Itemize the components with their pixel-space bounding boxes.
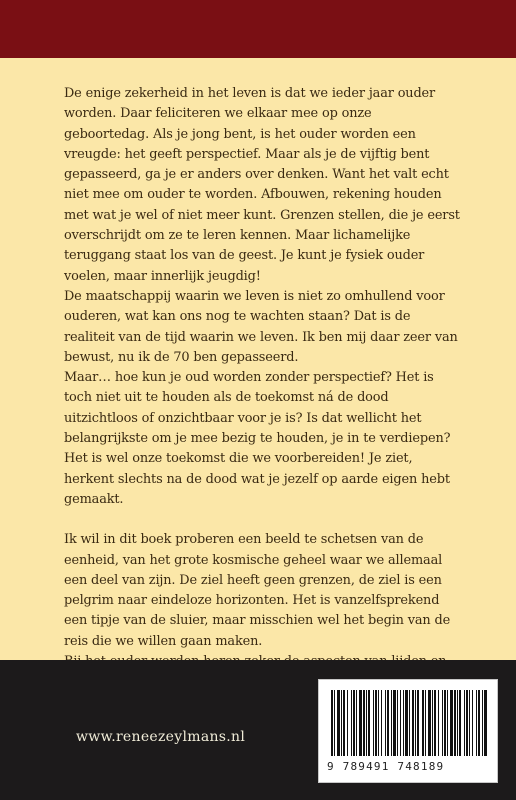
barcode-bar — [405, 690, 408, 756]
barcode-bar — [356, 690, 357, 756]
barcode-bar — [415, 690, 416, 756]
barcode-bar — [434, 690, 436, 756]
barcode-bar — [366, 690, 367, 756]
barcode-bar — [454, 690, 456, 756]
barcode-bar — [425, 690, 426, 756]
barcode-bar — [373, 690, 374, 756]
barcode-bar — [409, 690, 410, 756]
barcode-bar — [359, 690, 362, 756]
barcode-bar — [403, 690, 404, 756]
barcode-bar — [478, 690, 480, 756]
barcode-bar — [375, 690, 377, 756]
website-url: www.reneezeylmans.nl — [76, 729, 246, 745]
barcode-bar — [331, 690, 333, 756]
barcode-bar — [393, 690, 396, 756]
barcode-bar — [469, 690, 470, 756]
barcode-bar — [438, 690, 439, 756]
barcode-bar — [422, 690, 424, 756]
barcode-bar — [334, 690, 335, 756]
barcode-bar — [428, 690, 431, 756]
barcode-bar — [472, 690, 473, 756]
barcode-bar — [337, 690, 340, 756]
barcode-bar — [378, 690, 379, 756]
barcode-bar — [484, 690, 487, 756]
barcode-bar — [400, 690, 401, 756]
barcode-bar — [368, 690, 370, 756]
barcode-bar — [397, 690, 398, 756]
barcode-box — [318, 679, 498, 783]
barcode-bar — [442, 690, 443, 756]
paragraph-1: De enige zekerheid in het leven is dat we ieder jaar ouder worden. Daar feliciteren we elkaar mee op onze geboortedag. Als je jong bent, is het ouder worden een vreugde: het geeft perspectief. Maar als je de vijftig bent gepasseerd, ga je er anders over denken. Want het valt echt niet mee om ouder te worden. Afbouwen, rekening houden met wat je wel of niet meer kunt. Grenzen stellen, die je eerst overschrijdt om ze te leren kennen. Maar lichamelijke teruggang staat los van de geest. Je kunt je fysiek ouder voelen, maar innerlijk jeugdig! — [64, 86, 460, 284]
barcode-bar — [417, 690, 419, 756]
barcode-bar — [447, 690, 448, 756]
barcode-bar — [476, 690, 477, 756]
barcode-bar — [347, 690, 348, 756]
barcode-bar — [482, 690, 483, 756]
barcode-bar — [450, 690, 453, 756]
barcode-bar — [381, 690, 382, 756]
barcode-bar — [341, 690, 342, 756]
paragraph-3: Maar… hoe kun je oud worden zonder perspectief? Het is toch niet uit te houden als de toekomst ná de dood uitzichtloos of onzichtbaar voor je is? Is dat wellicht het belangrijkste om je mee bezig te houden, je in te verdiepen? Het is wel onze toekomst die we voorbereiden! Je ziet, herkent slechts na de dood wat je jezelf op aarde eigen hebt gemaakt. — [64, 370, 451, 507]
barcode-bar — [432, 690, 433, 756]
barcode-bar — [459, 690, 461, 756]
barcode-bar — [466, 690, 468, 756]
barcode-bar — [457, 690, 458, 756]
barcode-bar — [464, 690, 465, 756]
barcode-bar — [444, 690, 446, 756]
barcode-bar — [412, 690, 414, 756]
barcode-bar — [343, 690, 345, 756]
top-color-band — [0, 0, 516, 58]
barcode-bar — [385, 690, 386, 756]
isbn-number: 9 789491 748189 — [327, 760, 445, 773]
paragraph-4: Ik wil in dit boek proberen een beeld te schetsen van de eenheid, van het grote kosmische geheel waar we allemaal een deel van zijn. De ziel heeft geen grenzen, de ziel is een pelgrim naar eindeloze horizonten. Het is vanzelfsprekend een tipje van de sluier, maar misschien wel het begin van de reis die we willen gaan maken. — [64, 532, 451, 649]
paragraph-2: De maatschappij waarin we leven is niet zo omhullend voor ouderen, wat kan ons nog te wachten staan? Dat is de realiteit van de tijd waarin we leven. Ik ben mij daar zeer van bewust, nu ik de 70 ben gepasseerd. — [64, 288, 458, 365]
barcode-bar — [387, 690, 389, 756]
blurb-text — [64, 84, 460, 713]
barcode-bar — [351, 690, 352, 756]
barcode-bar — [391, 690, 392, 756]
barcode-bar — [363, 690, 365, 756]
barcode-icon — [329, 690, 487, 758]
barcode-bar — [353, 690, 355, 756]
